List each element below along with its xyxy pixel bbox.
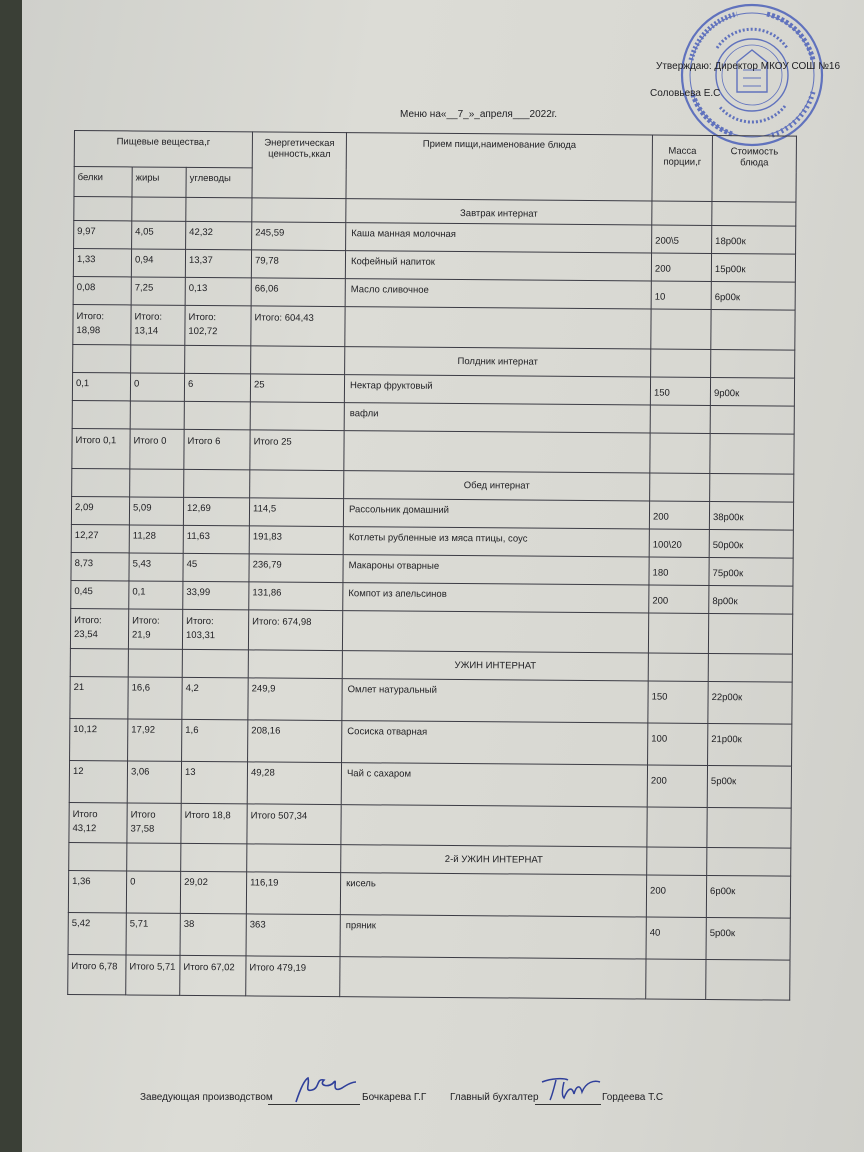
section-title: 2-й УЖИН ИНТЕРНАТ [341, 845, 647, 875]
header-energy: Энергетическая ценность,ккал [252, 132, 347, 199]
empty-cell [648, 653, 708, 681]
empty-cell [651, 309, 711, 349]
total-protein: Итого 0,1 [72, 428, 130, 468]
fat-value: 11,28 [129, 525, 183, 553]
empty-cell [251, 346, 345, 375]
empty-cell [345, 307, 651, 349]
total-protein: Итого 43,12 [69, 802, 127, 842]
energy-value: 236,79 [249, 554, 343, 583]
empty-cell [648, 613, 708, 653]
protein-value: 1,36 [68, 870, 126, 912]
empty-cell [647, 807, 707, 847]
carbs-value: 13,37 [185, 249, 251, 278]
total-energy: Итого 507,34 [247, 804, 341, 845]
empty-cell [708, 653, 792, 682]
total-row [73, 304, 795, 350]
header-nutrients: Пищевые вещества,г [74, 131, 252, 168]
empty-cell [711, 310, 795, 351]
section-title: Завтрак интернат [346, 199, 652, 225]
dish-price: 6р00к [706, 875, 790, 918]
total-carbs: Итого: 103,31 [182, 609, 248, 650]
section-title: Полдник интернат [345, 347, 651, 377]
carbs-value: 33,99 [183, 581, 249, 610]
carbs-value: 45 [183, 553, 249, 582]
carbs-value: 6 [184, 373, 250, 402]
dish-name: Каша манная молочная [346, 223, 652, 253]
dish-name: Чай с сахаром [341, 763, 647, 807]
empty-cell [710, 434, 794, 475]
empty-cell [647, 847, 707, 875]
portion-mass: 200 [649, 501, 709, 529]
energy-value: 49,28 [247, 762, 341, 805]
energy-value: 245,59 [252, 222, 346, 251]
dish-name: кисель [340, 873, 646, 917]
header-price: Стоимость блюда [712, 136, 797, 203]
menu-title: Меню на«__7_»_апреля___2022г. [400, 109, 557, 120]
empty-cell [650, 433, 710, 473]
portion-mass: 200\5 [652, 225, 712, 253]
dish-name: Рассольник домашний [343, 499, 649, 529]
dish-row [70, 676, 792, 724]
empty-cell [247, 844, 341, 873]
carbs-value: 38 [180, 913, 246, 956]
empty-cell [250, 470, 344, 499]
empty-cell [342, 611, 648, 653]
portion-mass: 10 [651, 281, 711, 309]
fat-value: 0,1 [129, 581, 183, 609]
document-sheet [22, 0, 864, 1152]
carbs-value: 12,69 [183, 497, 249, 526]
portion-mass: 40 [646, 917, 706, 959]
dish-name: Компот из апельсинов [343, 583, 649, 613]
portion-mass: 180 [649, 557, 709, 585]
total-protein: Итого 6,78 [68, 954, 126, 994]
empty-cell [650, 473, 710, 501]
total-fat: Итого 5,71 [126, 955, 180, 995]
production-signature [290, 1072, 360, 1106]
total-energy: Итого 479,19 [246, 956, 340, 997]
empty-cell [710, 474, 794, 503]
total-row [72, 428, 794, 474]
protein-value: 9,97 [74, 221, 132, 249]
total-fat: Итого: 21,9 [128, 609, 182, 649]
carbs-value: 11,63 [183, 525, 249, 554]
carbs-value: 0,13 [185, 277, 251, 306]
energy-value: 66,06 [251, 278, 345, 307]
dish-name: Котлеты рубленные из мяса птицы, соус [343, 527, 649, 557]
empty-cell [70, 648, 128, 676]
energy-value: 208,16 [248, 720, 342, 763]
empty-cell [74, 197, 132, 221]
dish-price: 15р00к [711, 254, 795, 283]
energy-value: 131,86 [249, 582, 343, 611]
header-fat: жиры [132, 167, 186, 197]
dish-row [70, 718, 792, 766]
total-fat: Итого 0 [130, 429, 184, 469]
dish-price: 9р00к [710, 378, 794, 407]
empty-cell [344, 431, 650, 473]
dish-row [69, 760, 791, 808]
approval-line-name: Соловьева Е.С [650, 88, 721, 99]
total-energy: Итого: 604,43 [251, 306, 345, 347]
empty-cell [132, 197, 186, 221]
protein-value: 0,08 [73, 276, 131, 304]
empty-cell [712, 202, 796, 227]
empty-cell [252, 198, 346, 223]
portion-mass: 150 [650, 377, 710, 405]
total-row [68, 954, 790, 1000]
menu-table [67, 130, 797, 1001]
protein-value [72, 400, 130, 428]
empty-cell [184, 469, 250, 498]
empty-cell [128, 649, 182, 677]
carbs-value: 42,32 [186, 221, 252, 250]
empty-cell [69, 842, 127, 870]
accountant-name: Гордеева Т.С [602, 1092, 664, 1103]
approval-line-director: Утверждаю: Директор МКОУ СОШ №16 [656, 61, 841, 72]
dish-name: Кофейный напиток [345, 251, 651, 281]
empty-cell [127, 843, 181, 871]
accountant-label: Главный бухгалтер [450, 1092, 539, 1103]
total-protein: Итого: 18,98 [73, 304, 131, 344]
portion-mass: 100\20 [649, 529, 709, 557]
dish-price: 8р00к [709, 586, 793, 615]
empty-cell [185, 345, 251, 374]
empty-cell [181, 843, 247, 872]
fat-value: 5,43 [129, 553, 183, 581]
production-head-name: Бочкарева Г.Г [362, 1092, 427, 1103]
energy-value: 79,78 [251, 250, 345, 279]
carbs-value: 4,2 [182, 677, 248, 720]
empty-cell [707, 807, 791, 848]
protein-value: 0,1 [72, 372, 130, 400]
portion-mass: 200 [647, 765, 707, 807]
protein-value: 1,33 [73, 249, 131, 277]
dish-name: Масло сливочное [345, 279, 651, 309]
dish-name: Нектар фруктовый [344, 375, 650, 405]
protein-value: 0,45 [71, 580, 129, 608]
dish-name: Макароны отварные [343, 555, 649, 585]
carbs-value: 29,02 [180, 871, 246, 914]
empty-cell [711, 350, 795, 379]
fat-value: 4,05 [132, 221, 186, 249]
fat-value: 7,25 [131, 277, 185, 305]
portion-mass: 200 [649, 585, 709, 613]
dish-price: 38р00к [709, 502, 793, 531]
total-energy: Итого: 674,98 [248, 610, 342, 651]
dish-price: 21р00к [708, 723, 792, 766]
header-mass: Масса порции,г [652, 135, 713, 201]
portion-mass: 200 [646, 875, 706, 917]
dish-price: 22р00к [708, 681, 792, 724]
total-row [69, 802, 791, 848]
total-carbs: Итого 67,02 [180, 955, 246, 996]
portion-mass: 150 [648, 681, 708, 723]
energy-value [250, 402, 344, 431]
fat-value: 17,92 [128, 719, 182, 761]
empty-cell [186, 197, 252, 222]
dish-price [710, 406, 794, 435]
empty-cell [652, 201, 712, 225]
empty-cell [341, 805, 647, 847]
empty-cell [651, 349, 711, 377]
fat-value: 5,71 [126, 913, 180, 955]
table-header-row [74, 131, 796, 173]
carbs-value [184, 401, 250, 430]
production-head-label: Заведующая производством [140, 1092, 273, 1103]
total-protein: Итого: 23,54 [70, 608, 128, 648]
carbs-value: 1,6 [182, 719, 248, 762]
dish-price: 18р00к [712, 226, 796, 255]
empty-cell [131, 345, 185, 373]
empty-cell [707, 847, 791, 876]
header-meal: Прием пищи,наименование блюда [346, 133, 653, 201]
protein-value: 21 [70, 676, 128, 718]
energy-value: 249,9 [248, 678, 342, 721]
portion-mass: 100 [648, 723, 708, 765]
energy-value: 116,19 [246, 872, 340, 915]
fat-value: 0 [126, 871, 180, 913]
dish-name: пряник [340, 915, 646, 959]
dish-price: 50р00к [709, 530, 793, 559]
empty-cell [73, 344, 131, 372]
fat-value [130, 401, 184, 429]
protein-value: 2,09 [71, 496, 129, 524]
dish-price: 75р00к [709, 558, 793, 587]
empty-cell [72, 468, 130, 496]
fat-value: 0,94 [131, 249, 185, 277]
empty-cell [706, 959, 790, 1000]
carbs-value: 13 [181, 761, 247, 804]
fat-value: 3,06 [127, 761, 181, 803]
empty-cell [130, 469, 184, 497]
accountant-signature [538, 1074, 604, 1104]
header-carbs: углеводы [186, 167, 252, 198]
portion-mass: 200 [651, 253, 711, 281]
empty-cell [646, 959, 706, 999]
dish-row [68, 870, 790, 918]
empty-cell [340, 957, 646, 999]
protein-value: 8,73 [71, 552, 129, 580]
protein-value: 12,27 [71, 524, 129, 552]
energy-value: 25 [250, 374, 344, 403]
total-fat: Итого 37,58 [127, 803, 181, 843]
official-stamp [677, 0, 827, 150]
dish-name: Сосиска отварная [342, 721, 648, 765]
dish-name: Омлет натуральный [342, 679, 648, 723]
energy-value: 191,83 [249, 526, 343, 555]
empty-cell [182, 649, 248, 678]
protein-value: 12 [69, 760, 127, 802]
total-carbs: Итого 18,8 [181, 803, 247, 844]
energy-value: 114,5 [249, 498, 343, 527]
dish-price: 6р00к [711, 282, 795, 311]
dish-price: 5р00к [707, 765, 791, 808]
section-title: Обед интернат [344, 471, 650, 501]
dish-price: 5р00к [706, 917, 790, 960]
protein-value: 10,12 [70, 718, 128, 760]
section-title: УЖИН ИНТЕРНАТ [342, 651, 648, 681]
empty-cell [248, 650, 342, 679]
dish-name: вафли [344, 403, 650, 433]
fat-value: 0 [130, 373, 184, 401]
total-carbs: Итого 6 [184, 429, 250, 470]
total-carbs: Итого: 102,72 [185, 305, 251, 346]
fat-value: 16,6 [128, 677, 182, 719]
portion-mass [650, 405, 710, 433]
total-row [70, 608, 792, 654]
total-fat: Итого: 13,14 [131, 305, 185, 345]
header-protein: белки [74, 167, 132, 197]
protein-value: 5,42 [68, 912, 126, 954]
total-energy: Итого 25 [250, 430, 344, 471]
dish-row [68, 912, 790, 960]
fat-value: 5,09 [129, 497, 183, 525]
energy-value: 363 [246, 914, 340, 957]
empty-cell [708, 614, 792, 655]
